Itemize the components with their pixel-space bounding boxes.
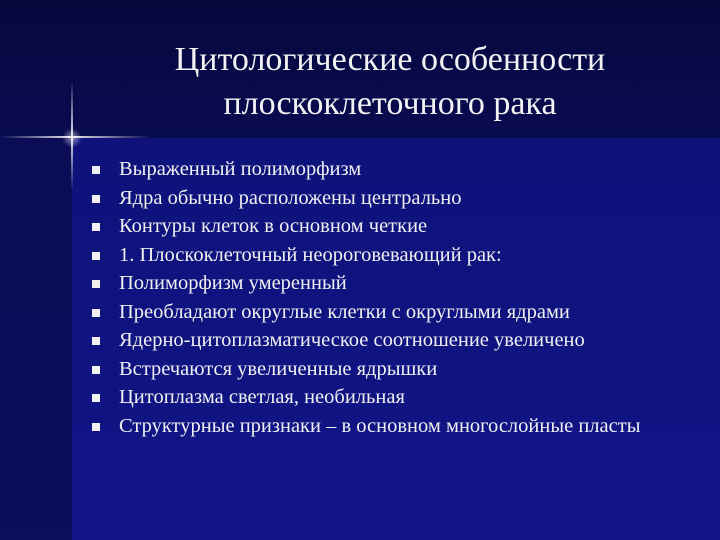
bullet-text: Ядра обычно расположены центрально bbox=[119, 186, 462, 209]
bullet-item bbox=[88, 301, 688, 324]
title-line-2: плоскоклеточного рака bbox=[223, 85, 557, 122]
square-bullet-icon bbox=[92, 252, 100, 260]
bullet-text: Полиморфизм умеренный bbox=[119, 272, 347, 294]
sparkle-glow bbox=[62, 128, 82, 148]
bullet-item bbox=[88, 187, 688, 210]
square-bullet-icon bbox=[92, 309, 100, 317]
square-bullet-icon bbox=[92, 366, 100, 374]
bullet-item bbox=[88, 272, 688, 295]
bullet-item bbox=[88, 244, 688, 267]
bullet-text: Встречаются увеличенные ядрышки bbox=[119, 357, 438, 380]
bullet-text: Контуры клеток в основном четкие bbox=[119, 215, 428, 237]
left-band bbox=[0, 138, 72, 540]
square-bullet-icon bbox=[92, 166, 100, 174]
slide-title bbox=[90, 38, 690, 126]
bullet-item bbox=[88, 215, 688, 238]
bullet-item bbox=[88, 415, 688, 438]
title-line-1: Цитологические особенности bbox=[174, 41, 606, 78]
square-bullet-icon bbox=[92, 394, 100, 402]
bullet-item bbox=[88, 386, 688, 409]
bullet-item bbox=[88, 329, 688, 352]
bullet-item bbox=[88, 158, 688, 181]
square-bullet-icon bbox=[92, 280, 100, 288]
bullet-item bbox=[88, 358, 688, 381]
square-bullet-icon bbox=[92, 337, 100, 345]
bullet-text: 1. Плоскоклеточный неороговевающий рак: bbox=[119, 243, 502, 266]
bullet-text: Преобладают округлые клетки с округлыми ядрами bbox=[119, 300, 570, 323]
bullet-text: Выраженный полиморфизм bbox=[119, 158, 362, 180]
square-bullet-icon bbox=[92, 195, 100, 203]
bullet-list bbox=[88, 158, 688, 443]
bullet-text: Цитоплазма светлая, необильная bbox=[119, 386, 405, 408]
square-bullet-icon bbox=[92, 223, 100, 231]
square-bullet-icon bbox=[92, 423, 100, 431]
bullet-text: Ядерно-цитоплазматическое соотношение увеличено bbox=[119, 329, 585, 351]
bullet-text: Структурные признаки – в основном многослойные пласты bbox=[119, 414, 641, 437]
